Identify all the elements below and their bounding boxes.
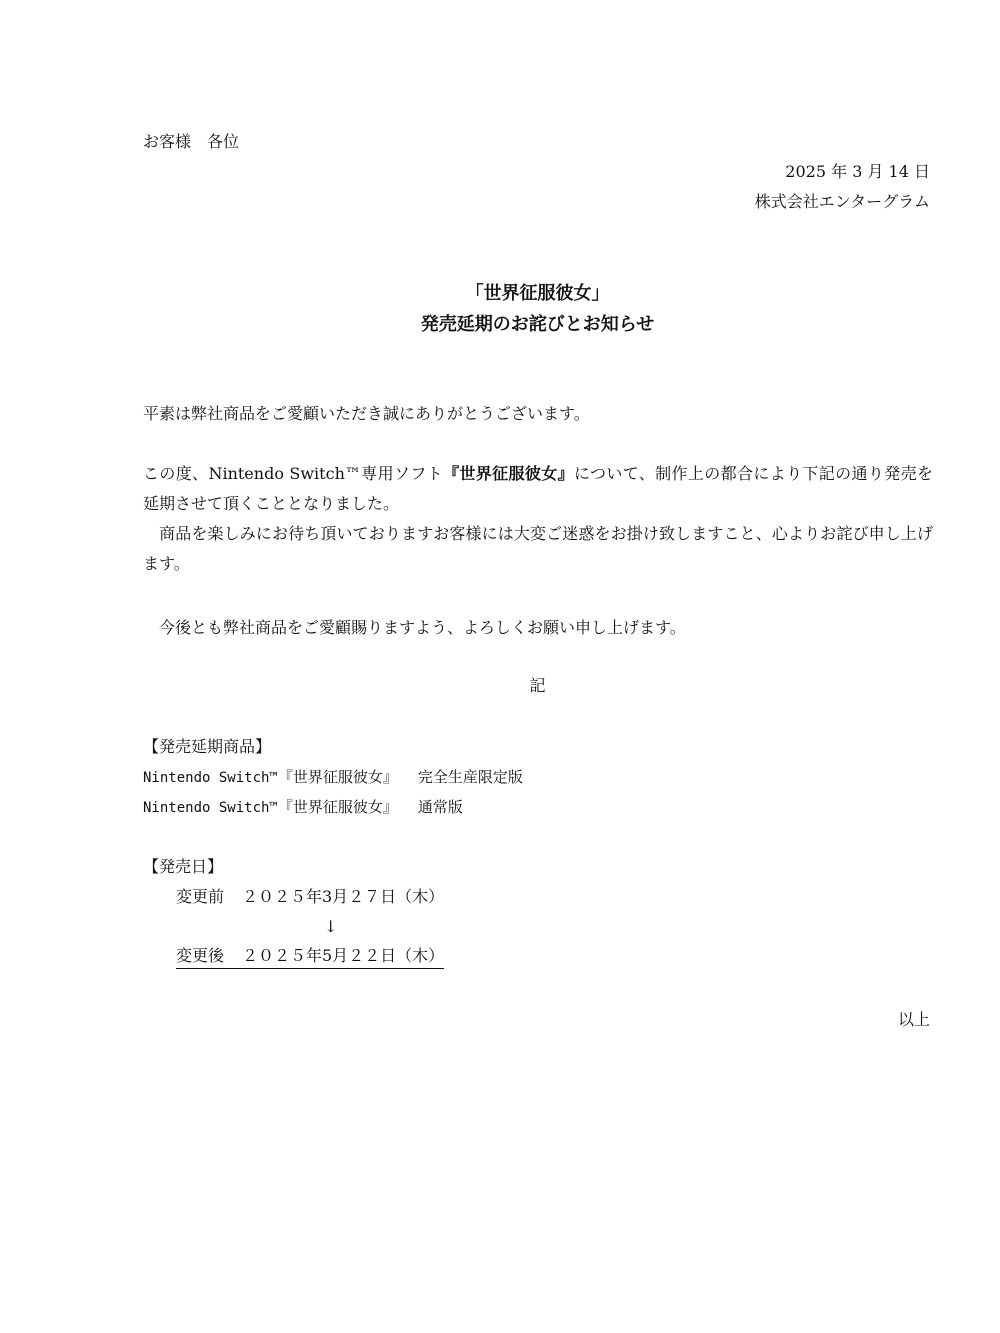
closing-mark: 以上 [897, 1010, 930, 1029]
release-after-row [176, 946, 444, 969]
delay-text-end: について、制作上の都合により下記の通り発売を延期させて頂くこととなりました。 [143, 464, 933, 513]
company-name: 株式会社エンターグラム [754, 192, 930, 211]
product-platform: Nintendo Switch™ [143, 800, 278, 816]
release-after-date: ２０２５年5月２２日（木） [242, 946, 445, 965]
down-arrow-icon: ↓ [324, 917, 338, 936]
delay-text-start: この度、Nintendo Switch™専用ソフト [143, 464, 444, 483]
title-game-name: 「世界征服彼女」 [465, 283, 610, 304]
release-before-date: ２０２５年3月２７日（木） [242, 887, 445, 906]
addressee: お客様 各位 [143, 132, 240, 151]
release-before-label: 変更前 [176, 887, 225, 906]
product-item [143, 767, 523, 788]
delay-paragraph [143, 459, 933, 519]
product-title: 『世界征服彼女』 [277, 798, 398, 816]
ki-mark: 記 [529, 676, 546, 695]
apology-paragraph [143, 519, 933, 579]
closing-request-text: 今後とも弊社商品をご愛顧賜りますよう、よろしくお願い申し上げます。 [159, 618, 686, 637]
greeting-paragraph: 平素は弊社商品をご愛顧いただき誠にありがとうございます。 [143, 404, 590, 423]
product-item [143, 797, 463, 818]
product-title: 『世界征服彼女』 [277, 768, 398, 786]
release-heading: 【発売日】 [143, 857, 224, 876]
issue-date: 2025 年 3 月 14 日 [785, 162, 930, 181]
release-before-row [176, 887, 444, 907]
products-heading: 【発売延期商品】 [143, 737, 272, 756]
product-platform: Nintendo Switch™ [143, 770, 278, 786]
title-notice: 発売延期のお詫びとお知らせ [420, 314, 655, 335]
release-after-label: 変更後 [176, 946, 225, 965]
delay-game-title: 『世界征服彼女』 [443, 464, 574, 483]
closing-request-paragraph [143, 613, 933, 643]
product-edition: 通常版 [417, 798, 463, 816]
apology-text: 商品を楽しみにお待ち頂いておりますお客様には大変ご迷惑をお掛け致しますこと、心よりお詫び申し上げます。 [143, 524, 933, 573]
product-edition: 完全生産限定版 [417, 768, 523, 786]
